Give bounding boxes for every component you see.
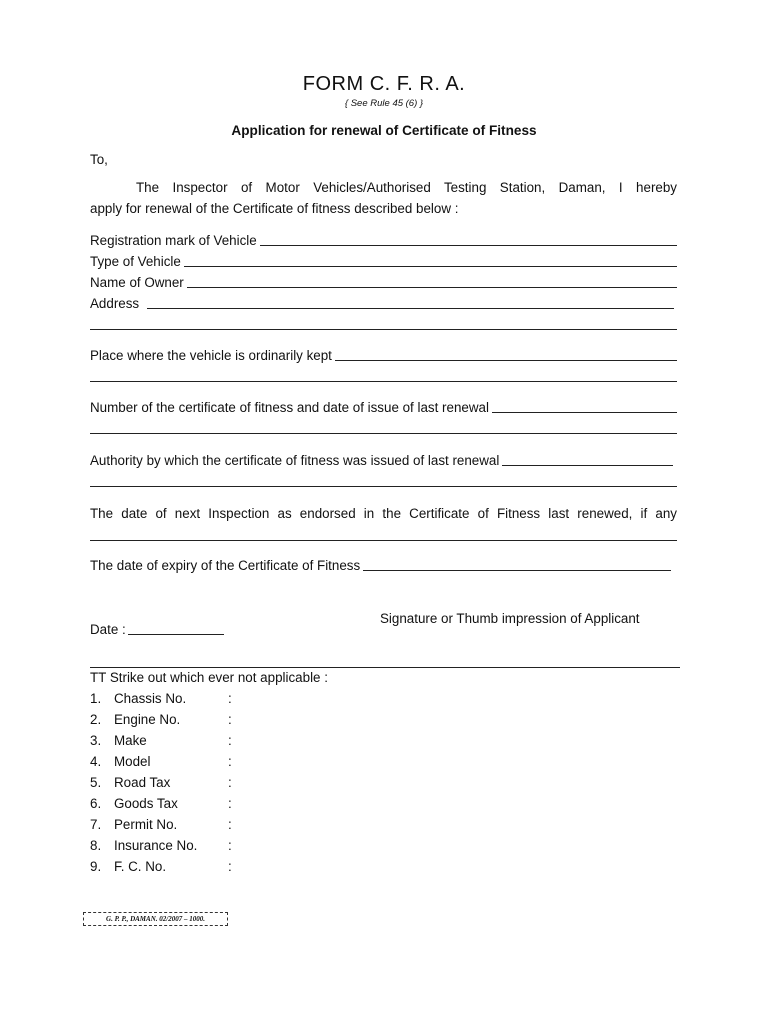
item-separator: : [228, 775, 232, 790]
item-label: Insurance No. [114, 838, 198, 853]
place-kept-field [90, 348, 677, 364]
item-label: Road Tax [114, 775, 171, 790]
item-label: Permit No. [114, 817, 178, 832]
date-label: Date : [90, 622, 126, 637]
list-item [90, 859, 232, 875]
date-blank[interactable] [128, 634, 224, 635]
vehicle-type-field [90, 254, 677, 270]
authority-blank[interactable] [502, 465, 673, 466]
next-inspection-label: The date of next Inspection as endorsed in the Certificate of Fitness last renewed, if any [90, 506, 677, 521]
list-item [90, 817, 232, 833]
date-field [90, 622, 224, 638]
expiry-field [90, 558, 671, 574]
list-item [90, 775, 232, 791]
certificate-number-field [90, 400, 677, 416]
owner-field [90, 275, 677, 291]
salutation: To, [90, 152, 108, 167]
item-number: 8. [90, 838, 102, 853]
registration-blank[interactable] [260, 245, 677, 246]
strike-out-note: TT Strike out which ever not applicable : [90, 670, 328, 685]
expiry-label: The date of expiry of the Certificate of Fitness [90, 558, 361, 573]
authority-label: Authority by which the certificate of fitness was issued of last renewal [90, 453, 500, 468]
item-number: 3. [90, 733, 102, 748]
address-continuation-line[interactable] [90, 329, 677, 330]
owner-label: Name of Owner [90, 275, 184, 290]
item-label: Engine No. [114, 712, 181, 727]
item-separator: : [228, 733, 232, 748]
intro-line-2: apply for renewal of the Certificate of fitness described below : [90, 201, 459, 216]
item-label: Goods Tax [114, 796, 178, 811]
item-number: 5. [90, 775, 102, 790]
expiry-blank[interactable] [363, 570, 671, 571]
item-separator: : [228, 796, 232, 811]
printer-imprint: G. P. P., DAMAN. 02/2007 – 1000. [83, 912, 228, 926]
certificate-number-continuation-line[interactable] [90, 433, 677, 434]
item-label: Model [114, 754, 151, 769]
signature-label: Signature or Thumb impression of Applicant [380, 611, 640, 626]
form-title: FORM C. F. R. A. [302, 73, 466, 95]
list-item [90, 838, 232, 854]
item-separator: : [228, 754, 232, 769]
next-inspection-line[interactable] [90, 540, 677, 541]
list-item [90, 712, 232, 728]
address-blank[interactable] [147, 308, 674, 309]
address-label: Address [90, 296, 140, 311]
item-separator: : [228, 712, 232, 727]
place-kept-blank[interactable] [335, 360, 677, 361]
item-separator: : [228, 838, 232, 853]
item-number: 7. [90, 817, 102, 832]
item-number: 2. [90, 712, 102, 727]
item-number: 9. [90, 859, 102, 874]
item-label: Make [114, 733, 147, 748]
owner-blank[interactable] [187, 287, 677, 288]
list-item [90, 754, 232, 770]
item-label: Chassis No. [114, 691, 187, 706]
place-kept-continuation-line[interactable] [90, 381, 677, 382]
item-number: 6. [90, 796, 102, 811]
registration-field [90, 233, 677, 249]
item-separator: : [228, 859, 232, 874]
list-item [90, 733, 232, 749]
rule-reference: { See Rule 45 (6) } [344, 98, 424, 109]
intro-line-1: The Inspector of Motor Vehicles/Authorised Testing Station, Daman, I hereby [136, 180, 677, 195]
list-item [90, 691, 232, 707]
place-kept-label: Place where the vehicle is ordinarily kept [90, 348, 332, 363]
address-field [90, 296, 674, 312]
authority-continuation-line[interactable] [90, 486, 677, 487]
registration-label: Registration mark of Vehicle [90, 233, 257, 248]
vehicle-type-blank[interactable] [184, 266, 677, 267]
certificate-number-label: Number of the certificate of fitness and date of issue of last renewal [90, 400, 489, 415]
certificate-number-blank[interactable] [492, 412, 677, 413]
item-separator: : [228, 817, 232, 832]
vehicle-type-label: Type of Vehicle [90, 254, 181, 269]
item-number: 1. [90, 691, 102, 706]
list-item [90, 796, 232, 812]
item-separator: : [228, 691, 232, 706]
section-divider [90, 667, 680, 668]
authority-field [90, 453, 673, 469]
item-label: F. C. No. [114, 859, 167, 874]
form-heading: Application for renewal of Certificate of Fitness [231, 123, 537, 138]
item-number: 4. [90, 754, 102, 769]
